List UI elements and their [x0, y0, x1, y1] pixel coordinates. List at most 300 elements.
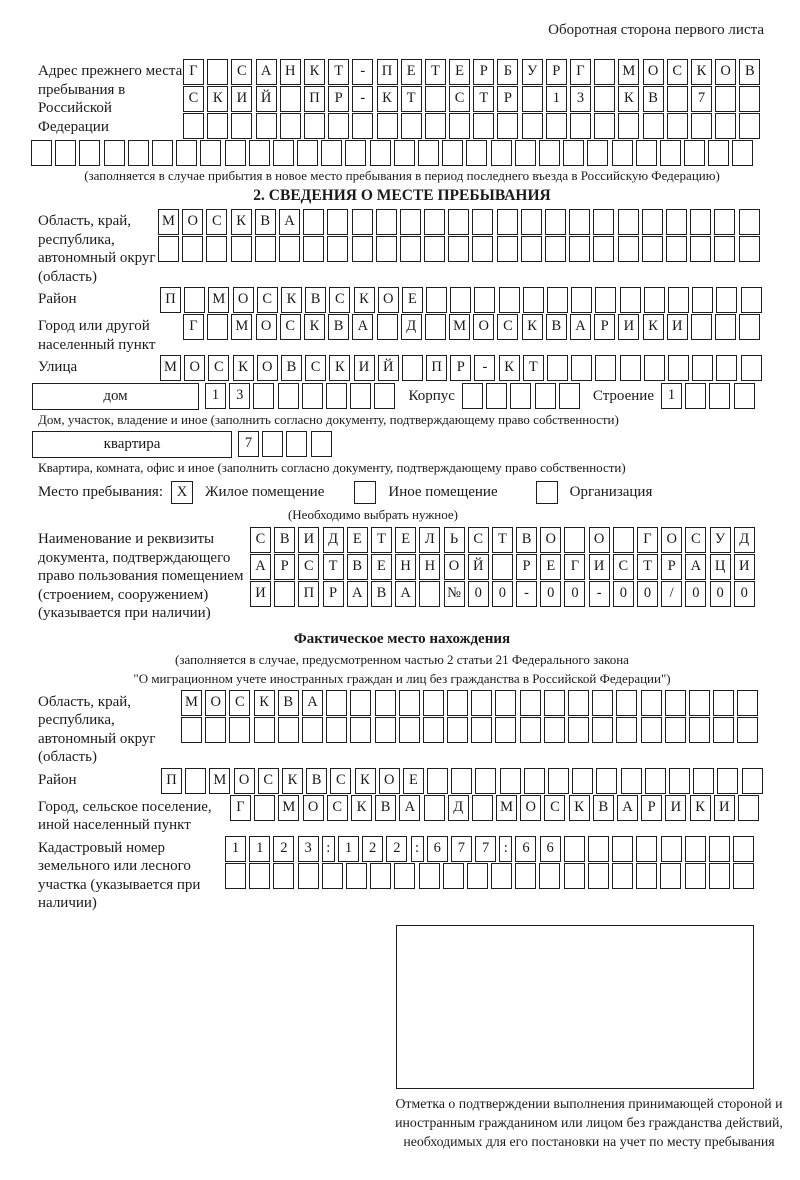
char-cell[interactable]: - — [516, 581, 537, 607]
char-cell[interactable] — [520, 690, 541, 716]
char-cell[interactable] — [31, 140, 52, 166]
char-cell[interactable]: Д — [323, 527, 344, 553]
char-cell[interactable]: Й — [378, 355, 399, 381]
char-cell[interactable]: Е — [540, 554, 561, 580]
char-cell[interactable]: А — [395, 581, 416, 607]
char-cell[interactable] — [692, 355, 713, 381]
char-cell[interactable] — [716, 355, 737, 381]
char-cell[interactable]: Д — [734, 527, 755, 553]
char-cell[interactable]: И — [589, 554, 610, 580]
char-cell[interactable]: А — [256, 59, 277, 85]
char-cell[interactable] — [666, 236, 687, 262]
char-cell[interactable] — [685, 863, 706, 889]
char-cell[interactable] — [515, 140, 536, 166]
char-cell[interactable]: К — [377, 86, 398, 112]
char-cell[interactable]: Н — [280, 59, 301, 85]
char-cell[interactable]: 1 — [661, 383, 682, 409]
char-cell[interactable] — [419, 581, 440, 607]
char-cell[interactable]: К — [355, 768, 376, 794]
char-cell[interactable]: О — [520, 795, 541, 821]
char-cell[interactable] — [207, 314, 228, 340]
char-cell[interactable] — [471, 717, 492, 743]
char-cell[interactable]: К — [499, 355, 520, 381]
char-cell[interactable] — [636, 836, 657, 862]
apartment-type-field[interactable]: квартира — [32, 431, 232, 458]
char-cell[interactable] — [249, 140, 270, 166]
char-cell[interactable]: К — [207, 86, 228, 112]
char-cell[interactable] — [183, 113, 204, 139]
char-cell[interactable] — [564, 527, 585, 553]
char-cell[interactable] — [321, 140, 342, 166]
char-cell[interactable] — [231, 113, 252, 139]
char-cell[interactable] — [450, 287, 471, 313]
char-cell[interactable] — [448, 236, 469, 262]
char-cell[interactable]: Т — [371, 527, 392, 553]
char-cell[interactable]: П — [304, 86, 325, 112]
char-cell[interactable] — [181, 717, 202, 743]
char-cell[interactable] — [641, 690, 662, 716]
char-cell[interactable] — [419, 863, 440, 889]
char-cell[interactable] — [254, 795, 275, 821]
char-cell[interactable]: К — [691, 59, 712, 85]
char-cell[interactable] — [394, 863, 415, 889]
char-cell[interactable] — [303, 209, 324, 235]
char-cell[interactable] — [225, 863, 246, 889]
char-cell[interactable] — [328, 113, 349, 139]
char-cell[interactable]: П — [426, 355, 447, 381]
char-cell[interactable] — [346, 863, 367, 889]
char-cell[interactable]: В — [371, 581, 392, 607]
char-cell[interactable] — [278, 717, 299, 743]
char-cell[interactable] — [182, 236, 203, 262]
char-cell[interactable]: К — [643, 314, 664, 340]
char-cell[interactable] — [207, 59, 228, 85]
char-cell[interactable] — [394, 140, 415, 166]
char-cell[interactable] — [539, 140, 560, 166]
char-cell[interactable] — [298, 863, 319, 889]
char-cell[interactable]: Г — [183, 59, 204, 85]
char-cell[interactable]: А — [399, 795, 420, 821]
char-cell[interactable]: Г — [570, 59, 591, 85]
char-cell[interactable]: / — [661, 581, 682, 607]
char-cell[interactable] — [104, 140, 125, 166]
char-cell[interactable] — [472, 236, 493, 262]
char-cell[interactable] — [262, 431, 283, 457]
char-cell[interactable]: О — [444, 554, 465, 580]
char-cell[interactable] — [667, 86, 688, 112]
char-cell[interactable] — [297, 140, 318, 166]
char-cell[interactable] — [376, 209, 397, 235]
char-cell[interactable] — [592, 717, 613, 743]
char-cell[interactable] — [326, 717, 347, 743]
char-cell[interactable]: П — [160, 287, 181, 313]
char-cell[interactable]: 2 — [386, 836, 407, 862]
char-cell[interactable] — [79, 140, 100, 166]
char-cell[interactable]: Т — [523, 355, 544, 381]
char-cell[interactable] — [709, 836, 730, 862]
char-cell[interactable] — [690, 209, 711, 235]
char-cell[interactable]: С — [468, 527, 489, 553]
char-cell[interactable] — [739, 314, 760, 340]
char-cell[interactable] — [594, 86, 615, 112]
char-cell[interactable] — [426, 287, 447, 313]
char-cell[interactable]: Р — [497, 86, 518, 112]
char-cell[interactable] — [571, 355, 592, 381]
char-cell[interactable] — [642, 236, 663, 262]
char-cell[interactable] — [128, 140, 149, 166]
char-cell[interactable]: И — [231, 86, 252, 112]
char-cell[interactable] — [442, 140, 463, 166]
char-cell[interactable] — [742, 768, 763, 794]
char-cell[interactable] — [495, 690, 516, 716]
char-cell[interactable]: К — [569, 795, 590, 821]
char-cell[interactable]: Е — [403, 768, 424, 794]
char-cell[interactable]: В — [739, 59, 760, 85]
char-cell[interactable]: 0 — [734, 581, 755, 607]
char-cell[interactable]: Г — [230, 795, 251, 821]
char-cell[interactable] — [273, 863, 294, 889]
char-cell[interactable] — [352, 236, 373, 262]
char-cell[interactable] — [644, 355, 665, 381]
char-cell[interactable] — [709, 383, 730, 409]
char-cell[interactable]: И — [734, 554, 755, 580]
char-cell[interactable] — [524, 768, 545, 794]
char-cell[interactable] — [667, 113, 688, 139]
char-cell[interactable] — [546, 113, 567, 139]
char-cell[interactable]: У — [522, 59, 543, 85]
char-cell[interactable] — [424, 236, 445, 262]
char-cell[interactable]: 6 — [540, 836, 561, 862]
char-cell[interactable]: И — [667, 314, 688, 340]
char-cell[interactable]: 0 — [540, 581, 561, 607]
char-cell[interactable]: Р — [594, 314, 615, 340]
char-cell[interactable] — [665, 690, 686, 716]
char-cell[interactable]: И — [618, 314, 639, 340]
char-cell[interactable]: К — [282, 768, 303, 794]
char-cell[interactable]: М — [449, 314, 470, 340]
char-cell[interactable] — [205, 717, 226, 743]
char-cell[interactable]: Р — [323, 581, 344, 607]
char-cell[interactable] — [715, 113, 736, 139]
char-cell[interactable] — [522, 86, 543, 112]
char-cell[interactable] — [636, 140, 657, 166]
char-cell[interactable] — [206, 236, 227, 262]
char-cell[interactable] — [345, 140, 366, 166]
char-cell[interactable] — [184, 287, 205, 313]
char-cell[interactable]: 0 — [710, 581, 731, 607]
char-cell[interactable] — [713, 690, 734, 716]
char-cell[interactable]: 1 — [338, 836, 359, 862]
char-cell[interactable]: О — [256, 314, 277, 340]
char-cell[interactable]: 3 — [298, 836, 319, 862]
char-cell[interactable] — [587, 140, 608, 166]
char-cell[interactable]: К — [304, 59, 325, 85]
char-cell[interactable] — [684, 140, 705, 166]
char-cell[interactable] — [423, 690, 444, 716]
char-cell[interactable] — [375, 717, 396, 743]
char-cell[interactable]: 1 — [249, 836, 270, 862]
char-cell[interactable]: А — [250, 554, 271, 580]
char-cell[interactable] — [716, 287, 737, 313]
char-cell[interactable]: И — [250, 581, 271, 607]
char-cell[interactable]: Й — [468, 554, 489, 580]
char-cell[interactable]: И — [665, 795, 686, 821]
char-cell[interactable] — [665, 717, 686, 743]
char-cell[interactable] — [521, 236, 542, 262]
char-cell[interactable] — [350, 383, 371, 409]
char-cell[interactable]: С — [231, 59, 252, 85]
char-cell[interactable]: М — [208, 287, 229, 313]
char-cell[interactable]: Е — [449, 59, 470, 85]
char-cell[interactable]: С — [544, 795, 565, 821]
char-cell[interactable] — [685, 383, 706, 409]
char-cell[interactable]: Ц — [710, 554, 731, 580]
char-cell[interactable]: С — [613, 554, 634, 580]
char-cell[interactable]: 7 — [475, 836, 496, 862]
char-cell[interactable]: В — [278, 690, 299, 716]
char-cell[interactable] — [500, 768, 521, 794]
char-cell[interactable] — [717, 768, 738, 794]
char-cell[interactable] — [571, 287, 592, 313]
char-cell[interactable]: К — [329, 355, 350, 381]
char-cell[interactable] — [447, 690, 468, 716]
char-cell[interactable] — [522, 113, 543, 139]
char-cell[interactable]: Т — [323, 554, 344, 580]
char-cell[interactable] — [424, 795, 445, 821]
char-cell[interactable] — [474, 287, 495, 313]
char-cell[interactable] — [636, 863, 657, 889]
char-cell[interactable] — [739, 113, 760, 139]
char-cell[interactable] — [666, 209, 687, 235]
char-cell[interactable] — [423, 717, 444, 743]
char-cell[interactable] — [568, 717, 589, 743]
char-cell[interactable] — [621, 768, 642, 794]
char-cell[interactable] — [425, 314, 446, 340]
char-cell[interactable] — [254, 717, 275, 743]
char-cell[interactable] — [668, 287, 689, 313]
char-cell[interactable] — [593, 209, 614, 235]
char-cell[interactable]: О — [379, 768, 400, 794]
char-cell[interactable]: Е — [402, 287, 423, 313]
char-cell[interactable]: М — [496, 795, 517, 821]
char-cell[interactable] — [515, 863, 536, 889]
char-cell[interactable]: Р — [328, 86, 349, 112]
char-cell[interactable] — [253, 383, 274, 409]
char-cell[interactable]: Р — [274, 554, 295, 580]
char-cell[interactable] — [689, 690, 710, 716]
char-cell[interactable] — [200, 140, 221, 166]
char-cell[interactable] — [256, 113, 277, 139]
char-cell[interactable] — [645, 768, 666, 794]
char-cell[interactable] — [739, 236, 760, 262]
char-cell[interactable] — [595, 355, 616, 381]
char-cell[interactable]: М — [278, 795, 299, 821]
char-cell[interactable]: Г — [183, 314, 204, 340]
char-cell[interactable]: С — [229, 690, 250, 716]
char-cell[interactable] — [737, 690, 758, 716]
char-cell[interactable] — [443, 863, 464, 889]
char-cell[interactable] — [596, 768, 617, 794]
char-cell[interactable]: А — [617, 795, 638, 821]
char-cell[interactable] — [715, 314, 736, 340]
char-cell[interactable] — [569, 209, 590, 235]
char-cell[interactable] — [255, 236, 276, 262]
char-cell[interactable] — [302, 717, 323, 743]
checkbox-other-premises[interactable] — [354, 481, 376, 504]
char-cell[interactable]: : — [411, 836, 424, 862]
char-cell[interactable] — [352, 113, 373, 139]
char-cell[interactable]: Р — [546, 59, 567, 85]
char-cell[interactable] — [714, 209, 735, 235]
char-cell[interactable] — [374, 383, 395, 409]
char-cell[interactable] — [400, 236, 421, 262]
char-cell[interactable] — [564, 836, 585, 862]
char-cell[interactable] — [594, 59, 615, 85]
char-cell[interactable]: Ь — [444, 527, 465, 553]
char-cell[interactable] — [462, 383, 483, 409]
char-cell[interactable]: 7 — [691, 86, 712, 112]
char-cell[interactable]: 0 — [564, 581, 585, 607]
char-cell[interactable] — [370, 863, 391, 889]
char-cell[interactable]: : — [499, 836, 512, 862]
char-cell[interactable] — [523, 287, 544, 313]
char-cell[interactable] — [734, 383, 755, 409]
char-cell[interactable] — [737, 717, 758, 743]
char-cell[interactable] — [207, 113, 228, 139]
char-cell[interactable]: О — [661, 527, 682, 553]
char-cell[interactable] — [399, 717, 420, 743]
char-cell[interactable]: В — [274, 527, 295, 553]
char-cell[interactable]: 3 — [570, 86, 591, 112]
char-cell[interactable]: С — [298, 554, 319, 580]
char-cell[interactable] — [497, 236, 518, 262]
char-cell[interactable] — [249, 863, 270, 889]
char-cell[interactable] — [311, 431, 332, 457]
char-cell[interactable] — [322, 863, 343, 889]
char-cell[interactable] — [588, 863, 609, 889]
char-cell[interactable]: С — [497, 314, 518, 340]
char-cell[interactable]: В — [347, 554, 368, 580]
char-cell[interactable] — [544, 717, 565, 743]
char-cell[interactable]: 7 — [238, 431, 259, 457]
char-cell[interactable] — [539, 863, 560, 889]
char-cell[interactable] — [668, 355, 689, 381]
char-cell[interactable] — [709, 863, 730, 889]
char-cell[interactable]: К — [618, 86, 639, 112]
char-cell[interactable] — [350, 690, 371, 716]
char-cell[interactable] — [535, 383, 556, 409]
char-cell[interactable]: Р — [516, 554, 537, 580]
char-cell[interactable] — [612, 863, 633, 889]
char-cell[interactable] — [592, 690, 613, 716]
char-cell[interactable] — [547, 355, 568, 381]
char-cell[interactable]: Е — [395, 527, 416, 553]
char-cell[interactable]: Г — [564, 554, 585, 580]
char-cell[interactable] — [548, 768, 569, 794]
char-cell[interactable]: В — [281, 355, 302, 381]
char-cell[interactable] — [274, 581, 295, 607]
char-cell[interactable] — [620, 287, 641, 313]
char-cell[interactable] — [486, 383, 507, 409]
char-cell[interactable]: П — [377, 59, 398, 85]
char-cell[interactable]: В — [593, 795, 614, 821]
char-cell[interactable] — [492, 554, 513, 580]
char-cell[interactable]: Р — [661, 554, 682, 580]
char-cell[interactable]: - — [474, 355, 495, 381]
char-cell[interactable] — [572, 768, 593, 794]
char-cell[interactable] — [471, 690, 492, 716]
char-cell[interactable] — [402, 355, 423, 381]
char-cell[interactable] — [689, 717, 710, 743]
char-cell[interactable] — [424, 209, 445, 235]
char-cell[interactable]: П — [298, 581, 319, 607]
char-cell[interactable]: Б — [497, 59, 518, 85]
char-cell[interactable] — [376, 236, 397, 262]
char-cell[interactable] — [741, 287, 762, 313]
char-cell[interactable] — [692, 287, 713, 313]
char-cell[interactable] — [158, 236, 179, 262]
char-cell[interactable]: О — [643, 59, 664, 85]
char-cell[interactable] — [612, 140, 633, 166]
char-cell[interactable] — [644, 287, 665, 313]
char-cell[interactable] — [733, 863, 754, 889]
char-cell[interactable] — [618, 209, 639, 235]
char-cell[interactable] — [327, 209, 348, 235]
char-cell[interactable] — [176, 140, 197, 166]
char-cell[interactable] — [273, 140, 294, 166]
char-cell[interactable] — [491, 863, 512, 889]
char-cell[interactable]: 1 — [225, 836, 246, 862]
char-cell[interactable] — [669, 768, 690, 794]
char-cell[interactable]: 1 — [546, 86, 567, 112]
char-cell[interactable] — [643, 113, 664, 139]
char-cell[interactable]: В — [305, 287, 326, 313]
char-cell[interactable]: О — [473, 314, 494, 340]
char-cell[interactable]: О — [715, 59, 736, 85]
char-cell[interactable] — [377, 314, 398, 340]
char-cell[interactable]: Р — [641, 795, 662, 821]
char-cell[interactable]: М — [618, 59, 639, 85]
char-cell[interactable]: Р — [473, 59, 494, 85]
char-cell[interactable] — [231, 236, 252, 262]
char-cell[interactable] — [451, 768, 472, 794]
char-cell[interactable]: И — [298, 527, 319, 553]
char-cell[interactable]: : — [322, 836, 335, 862]
char-cell[interactable]: Г — [637, 527, 658, 553]
char-cell[interactable] — [185, 768, 206, 794]
char-cell[interactable] — [620, 355, 641, 381]
char-cell[interactable] — [588, 836, 609, 862]
char-cell[interactable]: С — [206, 209, 227, 235]
char-cell[interactable]: М — [160, 355, 181, 381]
char-cell[interactable] — [225, 140, 246, 166]
char-cell[interactable] — [691, 314, 712, 340]
char-cell[interactable] — [370, 140, 391, 166]
char-cell[interactable] — [564, 863, 585, 889]
char-cell[interactable] — [738, 795, 759, 821]
char-cell[interactable] — [280, 113, 301, 139]
char-cell[interactable]: 3 — [229, 383, 250, 409]
char-cell[interactable] — [399, 690, 420, 716]
char-cell[interactable]: О — [257, 355, 278, 381]
char-cell[interactable]: К — [281, 287, 302, 313]
char-cell[interactable] — [568, 690, 589, 716]
char-cell[interactable] — [685, 836, 706, 862]
char-cell[interactable] — [418, 140, 439, 166]
char-cell[interactable] — [733, 836, 754, 862]
char-cell[interactable]: С — [250, 527, 271, 553]
char-cell[interactable] — [375, 690, 396, 716]
